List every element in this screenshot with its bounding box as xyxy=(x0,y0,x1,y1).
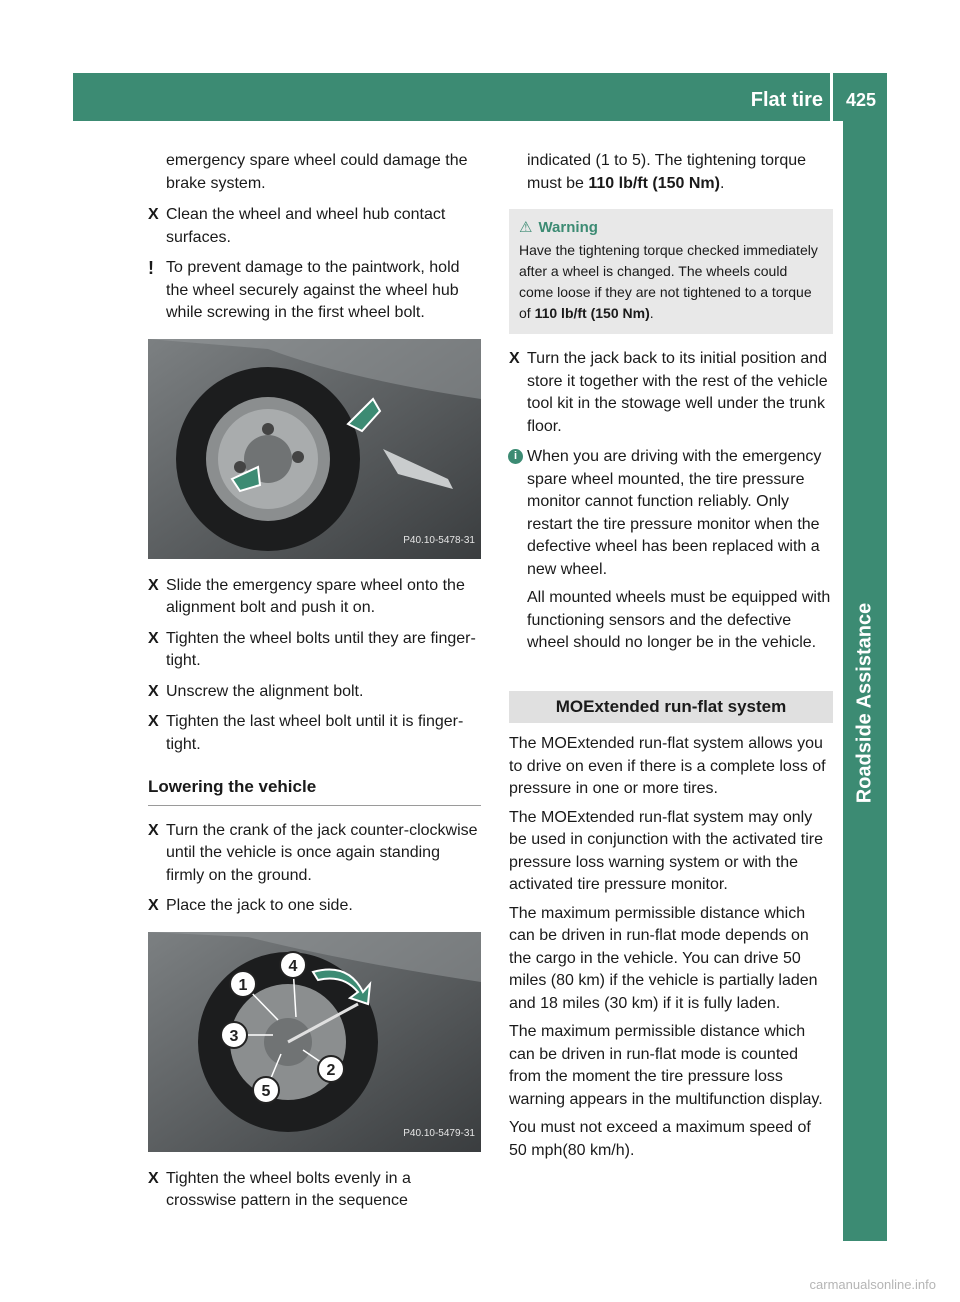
step-slide-wheel xyxy=(148,575,481,620)
step-text: Tighten the wheel bolts until they are finger-tight. xyxy=(166,629,476,669)
para-3: The maximum permissible distance which can be driven in run-flat mode depends on the cargo in the vehicle. You can drive 50 miles (80 km) if the vehicle is partially laden and 18 miles (30 km) if it is fully laden. xyxy=(509,904,818,1012)
figure-code: P40.10-5478-31 xyxy=(403,535,475,546)
spare-wheel-illustration xyxy=(148,339,481,559)
para-2: The MOExtended run-flat system may only be used in conjunction with the activated tire pressure loss warning system or with the activated tire pressure monitor. xyxy=(509,808,823,893)
step-clean xyxy=(148,204,481,249)
note-text: To prevent damage to the paintwork, hold the wheel securely against the wheel hub while screwing in the first wheel bolt. xyxy=(166,259,460,321)
circled-1: 1 xyxy=(600,152,610,169)
step-arrow-icon: X xyxy=(509,350,520,367)
step-text: Clean the wheel and wheel hub contact surfaces. xyxy=(166,206,446,246)
step-text: Tighten the wheel bolts evenly in a crosswise pattern in the sequence xyxy=(166,1169,411,1209)
sequence-badge xyxy=(221,1022,247,1048)
step-text: Turn the jack back to its initial position and store it together with the rest of the vehicle tool kit in the stowage well under the trunk floor. xyxy=(527,350,828,435)
sequence-badge-5: 5 xyxy=(261,1082,271,1100)
page-number: 425 xyxy=(845,90,877,110)
info-note xyxy=(509,446,833,655)
step-place-jack xyxy=(148,895,481,918)
intro-line-2: brake system. xyxy=(166,174,266,192)
bolt-sequence-illustration xyxy=(148,932,481,1152)
right-column xyxy=(509,150,833,1168)
step-text: Unscrew the alignment bolt. xyxy=(166,682,364,700)
caution-icon: ! xyxy=(148,258,154,278)
step-text: Slide the emergency spare wheel onto the alignment bolt and push it on. xyxy=(166,576,465,616)
warning-text: Have the tightening torque checked immediately after a wheel is changed. The wheels could come loose if they are not tightened to a torque of 110 lb/ft (150 Nm). xyxy=(519,242,818,321)
step-arrow-icon: X xyxy=(148,682,159,700)
sequence-badge-4: 4 xyxy=(288,957,298,975)
figure-bolt-sequence xyxy=(148,932,481,1152)
warning-box xyxy=(509,209,833,334)
para-1: The MOExtended run-flat system allows you to drive on even if there is a complete loss of pressure in one or more tires. xyxy=(509,735,826,797)
sequence-badge xyxy=(230,971,256,997)
step-arrow-icon: X xyxy=(148,206,159,223)
para-5: You must not exceed a maximum speed of 50 mph(80 km/h). xyxy=(509,1119,811,1159)
step-unscrew-bolt xyxy=(148,681,481,704)
step-arrow-icon: X xyxy=(148,713,159,730)
header-separator xyxy=(830,73,833,121)
info-text-1: When you are driving with the emergency spare wheel mounted, the tire pressure monitor cannot function reliably. Only restart the tire pressure monitor when the defective wheel has been replaced with a new wheel. xyxy=(527,448,822,578)
info-text-2: All mounted wheels must be equipped with functioning sensors and the defective wheel should no longer be in the vehicle. xyxy=(527,589,831,651)
step-tighten-last xyxy=(148,711,481,756)
left-column xyxy=(148,150,481,1221)
torque-value: 110 lb/ft (150 Nm) xyxy=(588,174,720,192)
note-paintwork xyxy=(148,257,481,325)
warning-torque: 110 lb/ft (150 Nm) xyxy=(534,305,650,321)
step-arrow-icon: X xyxy=(148,1169,159,1187)
figure-mount-spare-wheel xyxy=(148,339,481,559)
sequence-badge xyxy=(253,1077,279,1103)
step-text: Turn the crank of the jack counter-clockwise until the vehicle is once again standing firmly on the ground. xyxy=(166,821,478,884)
sequence-badge-2: 2 xyxy=(326,1061,336,1079)
figure-code: P40.10-5479-31 xyxy=(403,1128,475,1139)
step-crosswise xyxy=(148,1168,481,1213)
sequence-badge-3: 3 xyxy=(229,1027,239,1045)
step-arrow-icon: X xyxy=(148,897,159,914)
info-icon: i xyxy=(508,449,523,464)
sequence-badge-1: 1 xyxy=(238,976,248,994)
step-arrow-icon: X xyxy=(148,821,159,839)
header-title: Flat tire xyxy=(750,89,823,111)
para-4: The maximum permissible distance which can be driven in run-flat mode is counted from the moment the tire pressure loss warning appears in the multifunction display. xyxy=(509,1023,823,1108)
sequence-badge xyxy=(318,1056,344,1082)
subheading-lowering: Lowering the vehicle xyxy=(148,764,481,806)
circled-5: 5 xyxy=(631,152,641,169)
step-arrow-icon: X xyxy=(148,629,159,647)
step-store-jack xyxy=(509,348,833,438)
intro-line-1: emergency spare wheel could damage the xyxy=(166,152,468,169)
side-tab-label: Roadside Assistance xyxy=(853,602,876,804)
step-text: Tighten the last wheel bolt until it is finger-tight. xyxy=(166,713,464,753)
section-title-moextended: MOExtended run-flat system xyxy=(509,691,833,724)
step-arrow-icon: X xyxy=(148,576,159,594)
sequence-badge xyxy=(280,952,306,978)
step-tighten-bolts xyxy=(148,628,481,673)
step-turn-crank xyxy=(148,820,481,888)
step-text: Place the jack to one side. xyxy=(166,897,353,914)
torque-continuation: indicated (1 to 5). The tightening torque must be 110 lb/ft (150 Nm). xyxy=(527,152,807,192)
footer-watermark: carmanualsonline.info xyxy=(809,1277,936,1292)
warning-title: ⚠ Warning xyxy=(519,219,598,236)
warning-triangle-icon: ⚠ xyxy=(519,219,533,236)
